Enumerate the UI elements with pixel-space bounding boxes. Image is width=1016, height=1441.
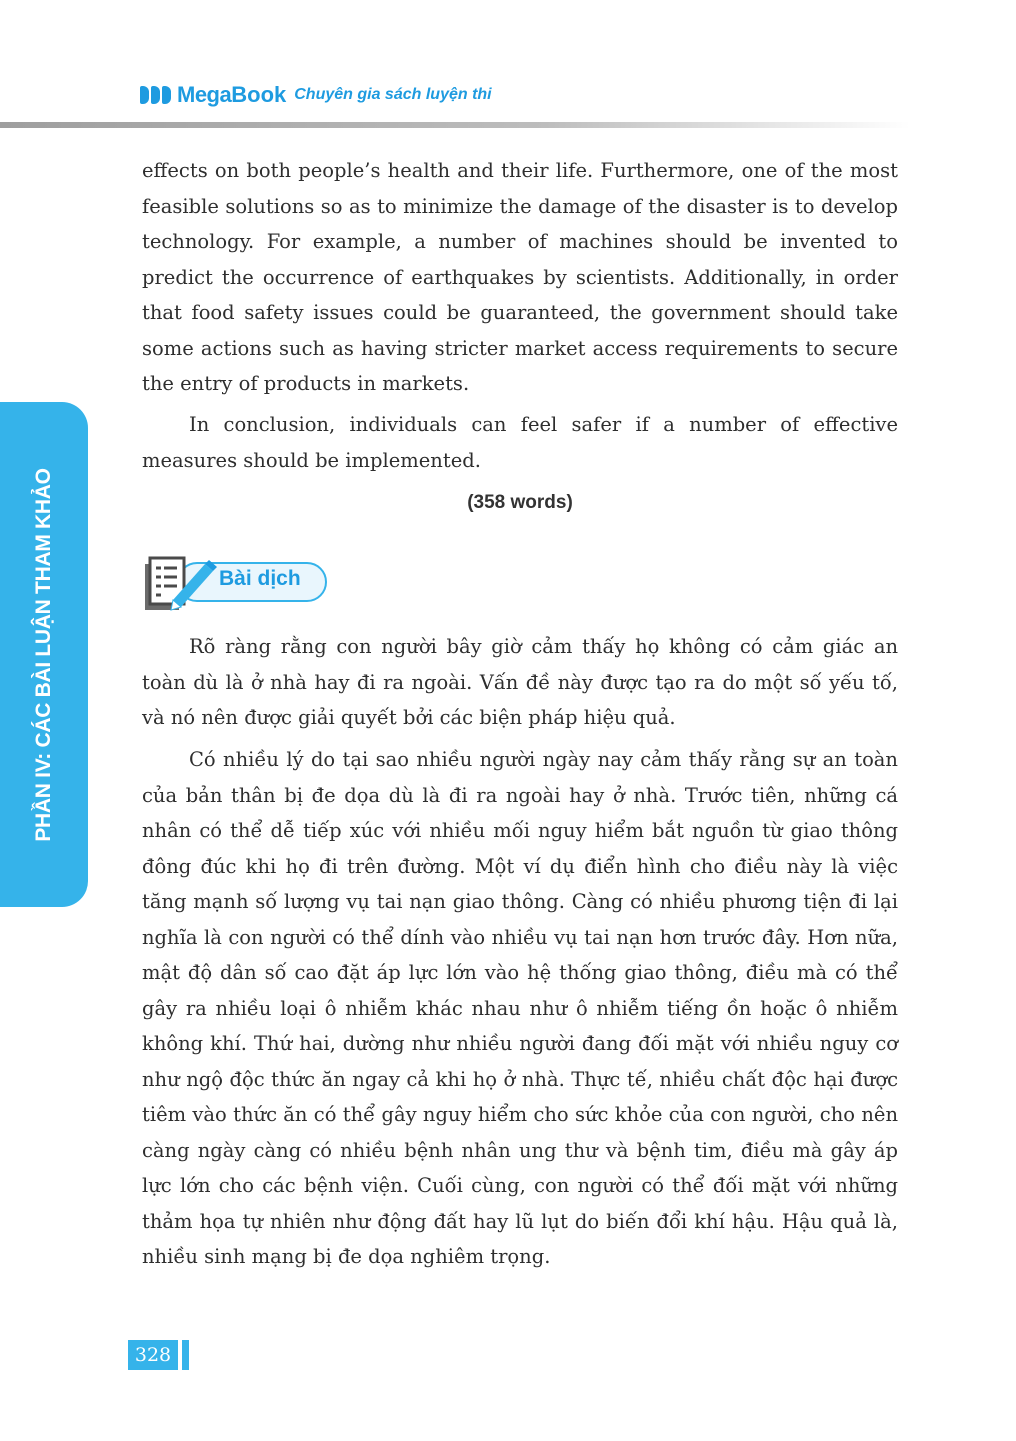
header-divider	[0, 122, 910, 128]
translation-paragraph: Có nhiều lý do tại sao nhiều người ngày nay cảm thấy rằng sự an toàn của bản thân bị đe dọa dù là đi ra ngoài hay ở nhà. Trước tiên, những cá nhân có thể dễ tiếp xúc với nhiều mối nguy hiểm bắt nguồn từ giao thông đông đúc khi họ đi trên đường. Một ví dụ điển hình cho điều này là việc tăng mạnh số lượng vụ tai nạn giao thông. Càng có nhiều phương tiện đi lại nghĩa là con người có thể dính vào nhiều vụ tai nạn hơn trước đây. Hơn nữa, mật độ dân số cao đặt áp lực lớn vào hệ thống giao thông, điều mà có thể gây ra nhiều loại ô nhiễm khác nhau như ô nhiễm tiếng ồn hoặc ô nhiễm không khí. Thứ hai, dường như nhiều người đang đối mặt với nhiều nguy cơ như ngộ độc thức ăn ngay cả khi họ ở nhà. Thực tế, nhiều chất độc hại được tiêm vào thức ăn có thể gây nguy hiểm cho sức khỏe của con người, cho nên càng ngày càng có nhiều bệnh nhân ung thư và bệnh tim, điều mà gây áp lực lớn cho các bệnh viện. Cuối cùng, con người có thể đối mặt với những thảm họa tự nhiên như động đất hay lũ lụt do biến đổi khí hậu. Hậu quả là, nhiều sinh mạng bị đe dọa nghiêm trọng.	[142, 748, 898, 1268]
notepad-pencil-icon	[143, 556, 223, 614]
essay-body	[142, 153, 898, 402]
badge-label: Bài dịch	[219, 567, 301, 590]
header-tagline: Chuyên gia sách luyện thi	[294, 86, 492, 103]
translation-body	[142, 742, 898, 1275]
translation-intro	[142, 629, 898, 736]
essay-paragraph: effects on both people’s health and their life. Furthermore, one of the most feasible solutions so as to minimize the damage of the disaster is to develop technology. For example, a number of machines should be invented to predict the occurrence of earthquakes by scientists. Additionally, in order that food safety issues could be guaranteed, the government should take some actions such as having stricter market access requirements to secure the entry of products in markets.	[142, 159, 898, 395]
page-number-bar	[182, 1340, 189, 1370]
section-side-tab-label: PHẦN IV: CÁC BÀI LUẬN THAM KHẢO	[32, 468, 55, 842]
page-number: 328	[128, 1340, 178, 1370]
essay-paragraph: In conclusion, individuals can feel safer if a number of effective measures should be implemented.	[142, 413, 898, 472]
megabook-logo-icon	[140, 86, 173, 104]
essay-conclusion	[142, 407, 898, 478]
translation-paragraph: Rõ ràng rằng con người bây giờ cảm thấy họ không có cảm giác an toàn dù là ở nhà hay đi ra ngoài. Vấn đề này được tạo ra do một số yếu tố, và nó nên được giải quyết bởi các biện pháp hiệu quả.	[142, 635, 898, 729]
logo-mega-text: Mega	[177, 82, 232, 107]
translation-badge	[143, 556, 333, 614]
page-header	[140, 80, 492, 110]
word-count: (358 words)	[467, 492, 573, 513]
logo-book-text: Book	[231, 82, 287, 107]
